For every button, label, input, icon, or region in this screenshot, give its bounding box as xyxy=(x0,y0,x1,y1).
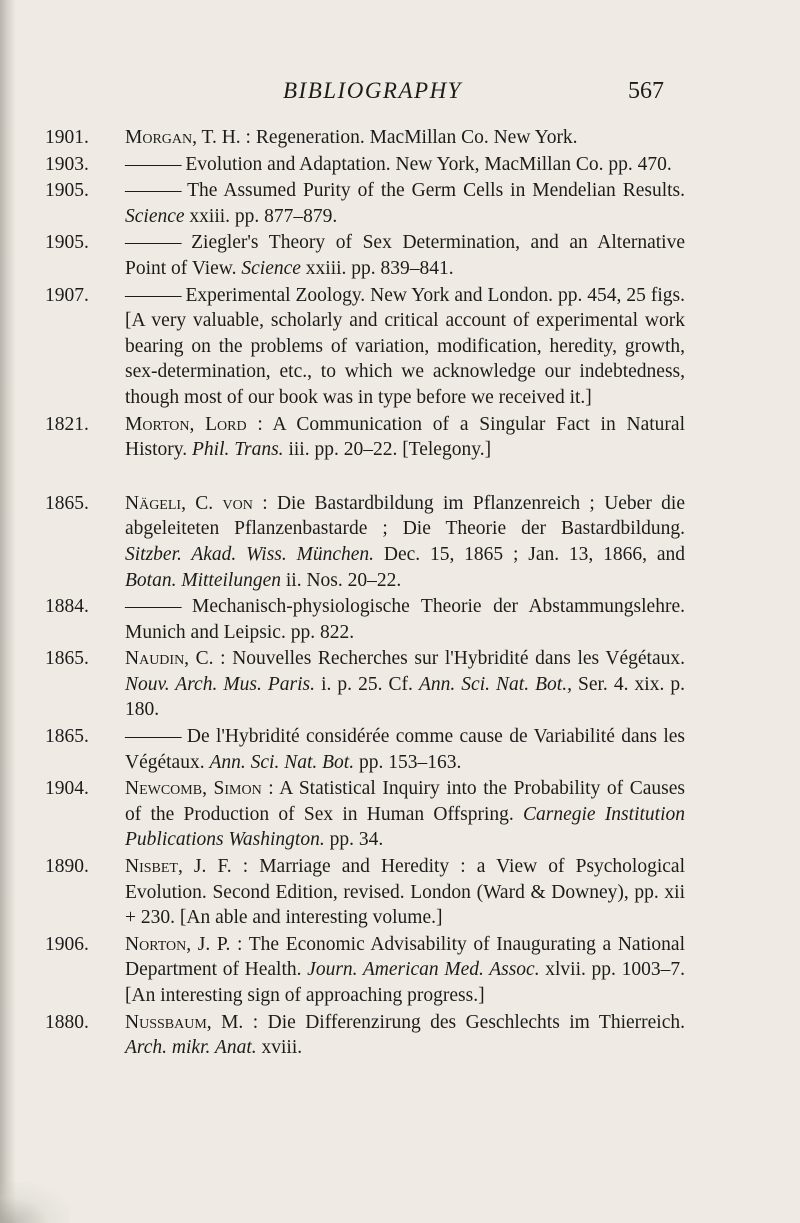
bibliography-entry xyxy=(45,646,685,723)
entry-text: A Statistical Inquiry into the Probability of Causes of the Production of Sex in Human Offspring. xyxy=(125,778,685,825)
entry-text: Mechanisch-physiologische Theorie der Abstammungslehre. Munich and Leipsic. pp. 822. xyxy=(125,596,685,643)
journal-title: Phil. Trans. xyxy=(191,439,284,461)
ditto-dash: ——— xyxy=(125,232,181,254)
entry-year: 1901. xyxy=(45,127,89,148)
entry-text: Marriage and Heredity : a View of Psychological Evolution. Second Edition, revised. London (Ward & Downey), pp. xii + 230. [An able and interesting volume.] xyxy=(125,856,685,929)
entry-text: Die Differenzirung des Geschlechts im Thierreich. xyxy=(258,1011,685,1033)
bibliography-entry xyxy=(45,594,685,645)
entry-author: Nisbet, J. F. : xyxy=(125,856,249,878)
entry-year: 1905. xyxy=(45,232,89,254)
bibliography-entry xyxy=(45,178,685,229)
bibliography-entry xyxy=(45,152,685,178)
entry-text-continued: pp. 153–163. xyxy=(354,751,462,773)
journal-title: Carnegie Institution Publications Washington. xyxy=(125,803,685,851)
entry-text-final: Ser. 4. xix. p. 180. xyxy=(125,673,685,721)
entry-author: Morgan, T. H. : xyxy=(125,127,251,148)
entry-text: De l'Hybridité considérée comme cause de Variabilité dans les Végétaux. xyxy=(125,726,685,773)
entry-text-continued: xviii. xyxy=(256,1037,303,1059)
entry-year: 1884. xyxy=(45,596,89,618)
bibliography-entry xyxy=(45,230,685,281)
entry-text: Experimental Zoology. New York and London. pp. 454, 25 figs. [A very valuable, scholarly and critical account of experimental work bearing on the problems of variation, modification, heredity, growth, sex-determination, etc., to which we acknowledge our indebtedness, though most of our book was in type before we received it.] xyxy=(125,284,685,408)
entry-text: Nouvelles Recherches sur l'Hybridité dans les Végétaux. xyxy=(225,648,685,670)
entry-text-continued: i. p. 25. Cf. xyxy=(315,673,419,695)
entry-text: The Assumed Purity of the Germ Cells in Mendelian Results. xyxy=(180,180,685,202)
journal-title: Science xyxy=(241,257,301,279)
journal-title: Nouv. Arch. Mus. Paris. xyxy=(125,673,316,695)
bibliography-entry xyxy=(45,283,685,411)
entry-author: Newcomb, Simon : xyxy=(125,778,274,800)
bibliography-entry xyxy=(45,724,685,775)
binding-gutter-shadow xyxy=(0,0,16,1223)
entry-author: Naudin, C. : xyxy=(125,648,226,670)
entry-text: A Communication of a Singular Fact in Natural History. xyxy=(125,413,685,461)
page-number: 567 xyxy=(628,78,664,104)
entry-text: Ziegler's Theory of Sex Determination, and an Alternative Point of View. xyxy=(125,232,685,279)
bibliography-entry xyxy=(45,776,685,853)
ditto-dash: ——— xyxy=(125,726,181,748)
entry-text-continued: xxiii. pp. 839–841. xyxy=(300,257,454,279)
entry-text: The Economic Advisability of Inaugurating a National Department of Health. xyxy=(125,933,685,981)
entry-year: 1880. xyxy=(45,1011,89,1033)
bibliography-entry xyxy=(45,412,685,463)
journal-title: Science xyxy=(125,205,185,227)
bibliography-entry xyxy=(45,932,685,1009)
entry-year: 1903. xyxy=(45,153,89,175)
entry-year: 1865. xyxy=(45,492,89,514)
entry-text-final: ii. Nos. 20–22. xyxy=(280,569,402,591)
ditto-dash: ——— xyxy=(125,180,181,202)
entry-author: Nägeli, C. von : xyxy=(125,492,268,514)
journal-title-secondary: Ann. Sci. Nat. Bot., xyxy=(418,673,572,695)
entry-text: Die Bastardbildung im Pflanzenreich ; Ueber die abgeleiteten Pflanzenbastarde ; Die Theorie der Bastardbildung. xyxy=(125,492,686,540)
entry-author: Morton, Lord : xyxy=(125,413,263,435)
ditto-dash: ——— xyxy=(125,153,181,175)
bibliography-entry xyxy=(45,125,685,151)
page-header xyxy=(0,72,800,112)
entry-year: 1821. xyxy=(45,413,89,435)
journal-title: Journ. American Med. Assoc. xyxy=(307,959,540,981)
entry-text: Regeneration. MacMillan Co. New York. xyxy=(250,127,578,148)
entry-year: 1865. xyxy=(45,726,89,748)
page-corner-smudge xyxy=(0,1183,70,1223)
entry-year: 1907. xyxy=(45,284,89,306)
entry-year: 1865. xyxy=(45,648,89,670)
ditto-dash: ——— xyxy=(125,284,181,306)
entry-text-continued: xlvii. pp. 1003–7. [An interesting sign of approaching progress.] xyxy=(125,959,685,1006)
journal-title: Ann. Sci. Nat. Bot. xyxy=(209,751,355,773)
entry-author: Norton, J. P. : xyxy=(125,933,243,955)
bibliography-entry xyxy=(45,491,685,593)
bibliography-entry xyxy=(45,854,685,931)
entry-text-continued: xxiii. pp. 877–879. xyxy=(184,205,338,227)
entry-year: 1904. xyxy=(45,778,89,800)
journal-title-secondary: Botan. Mitteilungen xyxy=(125,569,281,591)
running-title: BIBLIOGRAPHY xyxy=(283,78,462,103)
entry-text: Evolution and Adaptation. New York, MacMillan Co. pp. 470. xyxy=(180,153,672,175)
bibliography-entry xyxy=(45,1010,685,1061)
bibliography-list xyxy=(45,125,685,1062)
entry-text-continued: pp. 34. xyxy=(324,829,384,851)
ditto-dash: ——— xyxy=(125,596,181,618)
journal-title: Arch. mikr. Anat. xyxy=(125,1037,257,1059)
entry-text-continued: Dec. 15, 1865 ; Jan. 13, 1866, and xyxy=(374,543,685,565)
entry-year: 1906. xyxy=(45,933,89,955)
entry-year: 1905. xyxy=(45,180,89,202)
entry-year: 1890. xyxy=(45,856,89,878)
entry-text-continued: iii. pp. 20–22. [Telegony.] xyxy=(283,439,492,461)
journal-title: Sitzber. Akad. Wiss. München. xyxy=(125,543,375,565)
entry-author: Nussbaum, M. : xyxy=(125,1011,259,1033)
